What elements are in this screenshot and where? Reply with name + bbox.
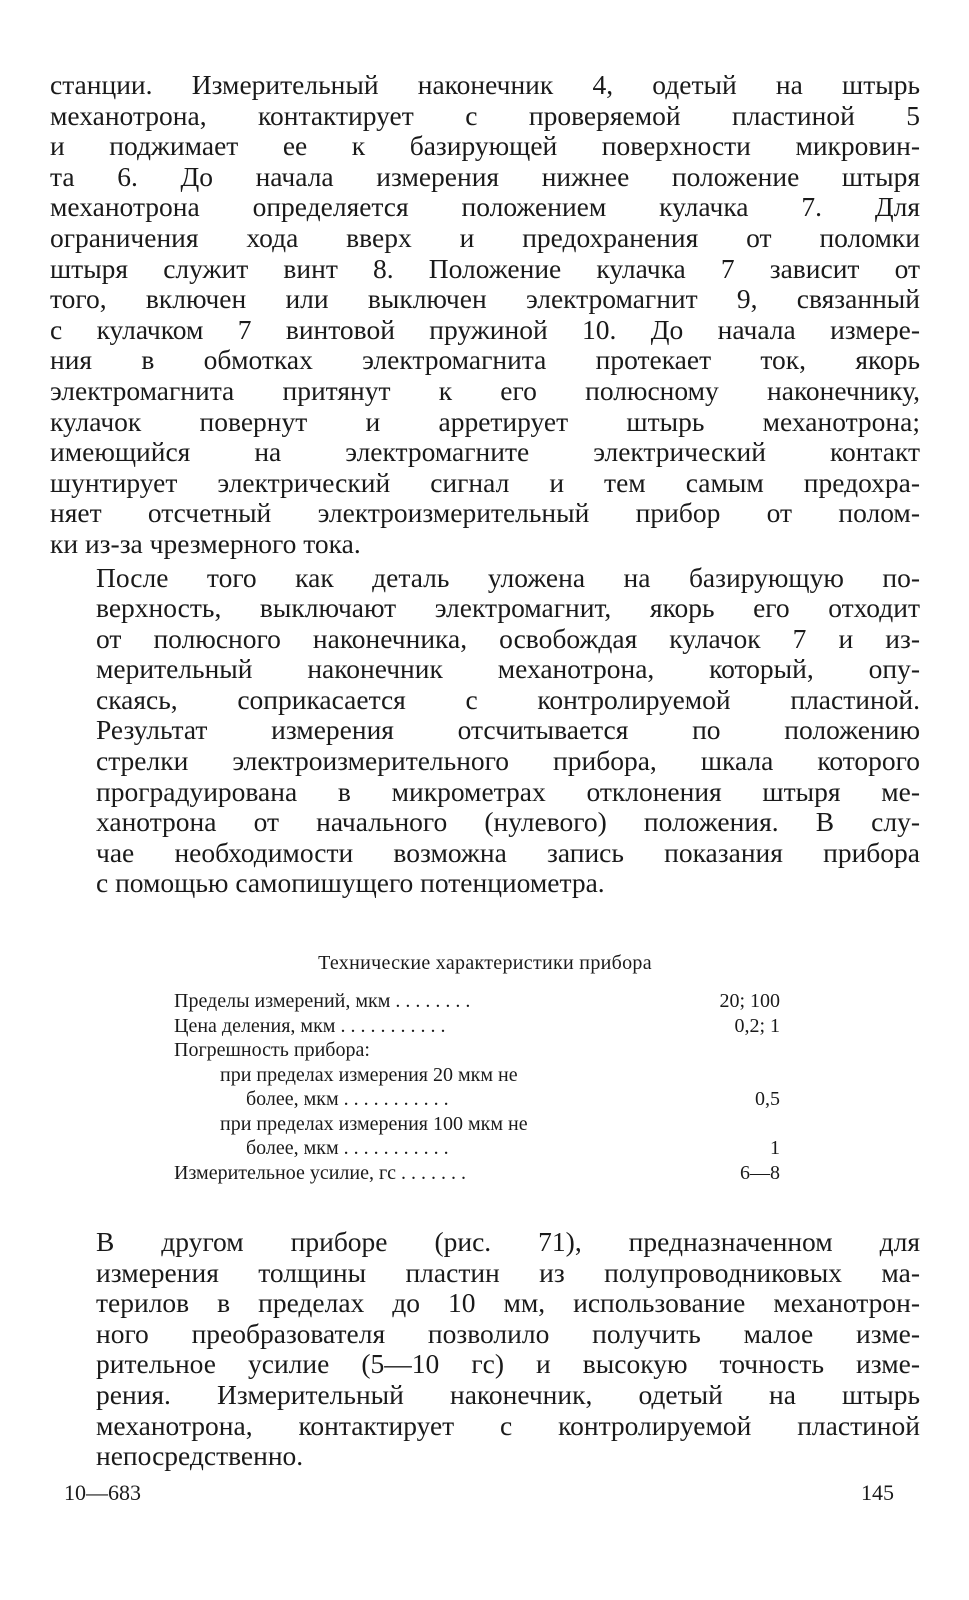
- spec-label: более, мкм . . . . . . . . . . .: [246, 1088, 449, 1110]
- specs-title: Технические характеристики прибора: [318, 952, 652, 974]
- spec-row: [174, 1136, 794, 1161]
- text-line: измерения толщины пластин из полупроводниковых ма-: [96, 1256, 920, 1288]
- text-line: После того как деталь уложена на базирующую по-: [96, 561, 920, 593]
- spec-row: [174, 1038, 794, 1063]
- text-line: проградуирована в микрометрах отклонения штыря ме-: [96, 775, 920, 807]
- signature-mark: 10—683: [64, 1480, 141, 1505]
- text-line: ки из-за чрезмерного тока.: [50, 527, 361, 559]
- text-line: того, включен или выключен электромагнит 9, связанный: [50, 283, 920, 315]
- spec-label: при пределах измерения 20 мкм не: [220, 1063, 518, 1086]
- spec-value: 1: [770, 1137, 780, 1159]
- text-line: шунтирует электрический сигнал и тем самым предохра-: [50, 466, 920, 498]
- text-line: чае необходимости возможна запись показания прибора: [96, 836, 920, 868]
- specs-section: [50, 952, 920, 1185]
- text-line: верхность, выключают электромагнит, якорь его отходит: [96, 592, 920, 624]
- spec-row: [174, 989, 794, 1014]
- text-line: В другом приборе (рис. 71), предназначенном для: [96, 1226, 920, 1257]
- text-line: ограничения хода вверх и предохранения от поломки: [50, 221, 920, 253]
- text-line: имеющийся на электромагните электрический контакт: [50, 436, 920, 468]
- text-line: Результат измерения отсчитывается по положению: [96, 714, 920, 746]
- text-line: механотрона определяется положением кулачка 7. Для: [50, 191, 920, 223]
- text-line: с помощью самопишущего потенциометра.: [96, 867, 605, 899]
- text-line: терилов в пределах до 10 мм, использование механотрон-: [96, 1287, 920, 1319]
- text-line: ханотрона от начального (нулевого) положения. В слу-: [96, 806, 920, 838]
- spec-label: более, мкм . . . . . . . . . . .: [246, 1137, 449, 1159]
- text-line: с кулачком 7 винтовой пружиной 10. До начала измере-: [50, 313, 920, 345]
- main-text: [50, 70, 920, 899]
- spec-value: 6—8: [740, 1161, 780, 1184]
- text-line: станции. Измерительный наконечник 4, одетый на штырь: [50, 69, 920, 100]
- text-line: мерительный наконечник механотрона, который, опу-: [96, 653, 920, 685]
- spec-label: Измерительное усилие, гс . . . . . . .: [174, 1161, 467, 1184]
- text-line: няет отсчетный электроизмерительный прибор от полом-: [50, 497, 920, 529]
- text-continued: [50, 1224, 920, 1472]
- spec-row: [174, 1063, 794, 1088]
- page-number: 145: [861, 1480, 894, 1505]
- text-line: кулачок повернут и арретирует штырь механотрона;: [50, 405, 920, 437]
- spec-row: [174, 1112, 794, 1137]
- text-line: рительное усилие (5—10 гс) и высокую точность изме-: [96, 1348, 920, 1380]
- text-line: непосредственно.: [96, 1440, 304, 1472]
- text-line: и поджимает ее к базирующей поверхности микровин-: [50, 130, 920, 162]
- paragraph-2: [50, 563, 920, 900]
- text-line: ного преобразователя позволило получить малое изме-: [96, 1317, 920, 1349]
- text-line: скаясь, соприкасается с контролируемой пластиной.: [96, 683, 920, 715]
- text-line: механотрона, контактирует с контролируемой пластиной: [96, 1409, 920, 1441]
- text-line: от полюсного наконечника, освобождая кулачок 7 и из-: [96, 622, 920, 654]
- spec-value: 0,5: [755, 1088, 780, 1110]
- text-line: механотрона, контактирует с проверяемой пластиной 5: [50, 99, 920, 131]
- spec-label: Пределы измерений, мкм . . . . . . . .: [174, 990, 471, 1012]
- text-line: рения. Измерительный наконечник, одетый на штырь: [96, 1378, 920, 1410]
- text-line: электромагнита притянут к его полюсному наконечнику,: [50, 374, 920, 406]
- spec-row: [174, 1014, 794, 1039]
- specs-table: [174, 989, 794, 1185]
- text-line: штыря служит винт 8. Положение кулачка 7 зависит от: [50, 252, 920, 284]
- spec-label: Цена деления, мкм . . . . . . . . . . .: [174, 1014, 446, 1037]
- spec-label: Погрешность прибора:: [174, 1039, 370, 1061]
- spec-row: [174, 1161, 794, 1186]
- paragraph-1: [50, 70, 920, 560]
- paragraph-3: [50, 1227, 920, 1472]
- text-line: стрелки электроизмерительного прибора, шкала которого: [96, 745, 920, 777]
- spec-row: [174, 1087, 794, 1112]
- spec-value: 20; 100: [719, 990, 780, 1012]
- spec-value: 0,2; 1: [734, 1014, 780, 1037]
- text-line: та 6. До начала измерения нижнее положение штыря: [50, 160, 920, 192]
- text-line: ния в обмотках электромагнита протекает ток, якорь: [50, 344, 920, 376]
- spec-label: при пределах измерения 100 мкм не: [220, 1112, 528, 1135]
